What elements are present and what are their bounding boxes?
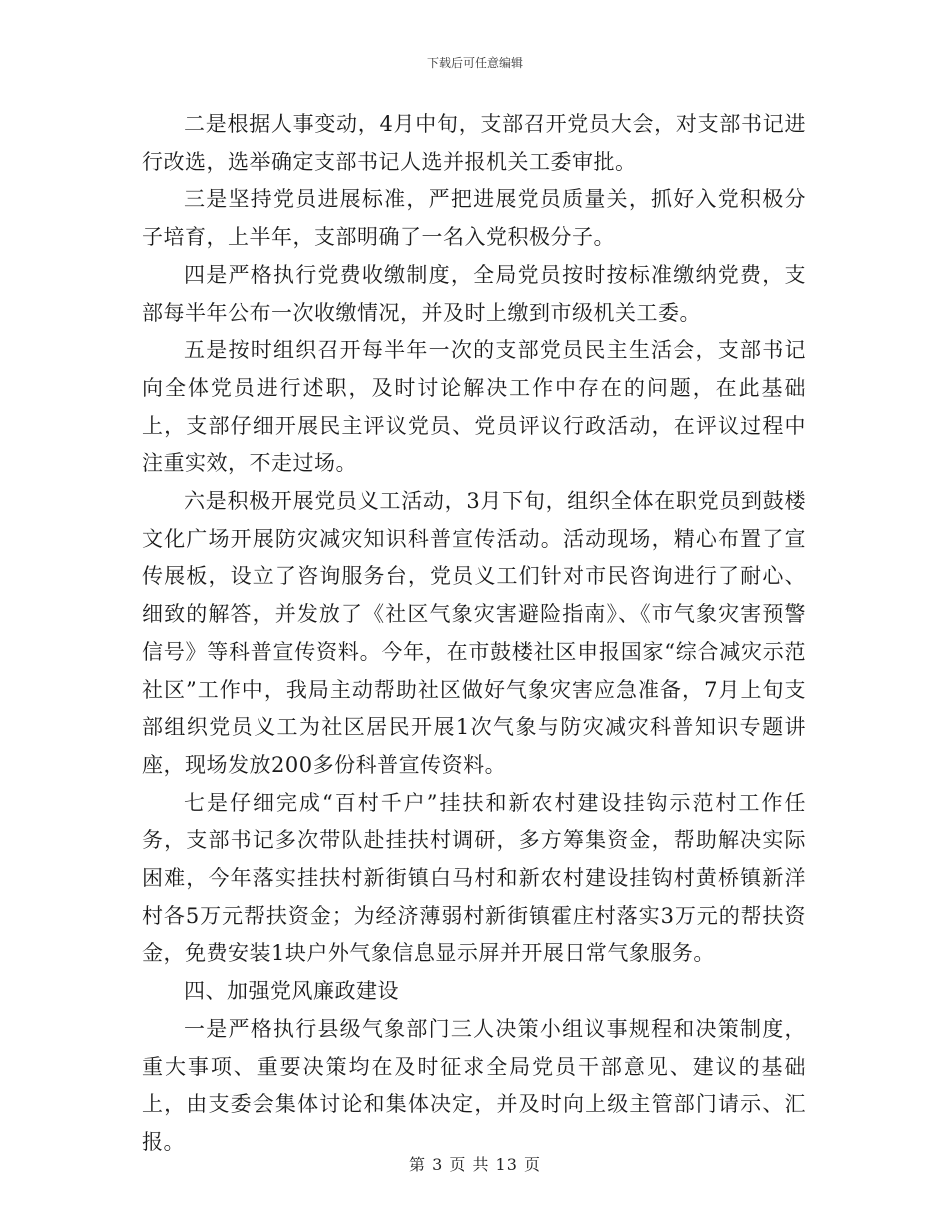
paragraph-member-development: 三是坚持党员进展标准，严把进展党员质量关，抓好入党积极分子培育，上半年，支部明确了一名入党积极分子。 — [142, 187, 806, 250]
paragraph-village-assistance: 七是仔细完成“百村千户”挂扶和新农村建设挂钩示范村工作任务，支部书记多次带队赴挂扶村调研，多方筹集资金，帮助解决实际困难，今年落实挂扶村新街镇白马村和新农村建设挂钩村黄桥镇新洋村各5万元帮扶资金；为经济薄弱村新街镇霍庄村落实3万元的帮扶资金，免费安装1块户外气象信息显示屏并开展日常气象服务。 — [142, 790, 806, 966]
page-header: 下载后可任意编辑 — [426, 56, 523, 70]
paragraph-party-dues: 四是严格执行党费收缴制度，全局党员按时按标准缴纳党费，支部每半年公布一次收缴情况，并及时上缴到市级机关工委。 — [142, 262, 806, 325]
page-number-footer: 第 3 页 共 13 页 — [409, 1155, 541, 1174]
paragraph-branch-reelection: 二是根据人事变动，4月中旬，支部召开党员大会，对支部书记进行改选，选举确定支部书记人选并报机关工委审批。 — [142, 112, 806, 174]
paragraph-decision-rules: 一是严格执行县级气象部门三人决策小组议事规程和决策制度，重大事项、重要决策均在及时征求全局党员干部意见、建议的基础上，由支委会集体讨论和集体决定，并及时向上级主管部门请示、汇报。 — [142, 1016, 806, 1154]
paragraph-volunteer-activities: 六是积极开展党员义工活动，3月下旬，组织全体在职党员到鼓楼文化广场开展防灾减灾知识科普宣传活动。活动现场，精心布置了宣传展板，设立了咨询服务台，党员义工们针对市民咨询进行了耐心、细致的解答，并发放了《社区气象灾害避险指南》、《市气象灾害预警信号》等科普宣传资料。今年，在市鼓楼社区申报国家“综合减灾示范社区”工作中，我局主动帮助社区做好气象灾害应急准备，7月上旬支部组织党员义工为社区居民开展1次气象与防灾减灾科普知识专题讲座，现场发放200多份科普宣传资料。 — [142, 489, 806, 777]
section-heading-clean-governance: 四、加强党风廉政建设 — [184, 979, 399, 1004]
document-body — [142, 106, 806, 1162]
paragraph-democratic-life-meeting: 五是按时组织召开每半年一次的支部党员民主生活会，支部书记向全体党员进行述职，及时讨论解决工作中存在的问题，在此基础上，支部仔细开展民主评议党员、党员评议行政活动，在评议过程中注重实效，不走过场。 — [142, 338, 806, 476]
